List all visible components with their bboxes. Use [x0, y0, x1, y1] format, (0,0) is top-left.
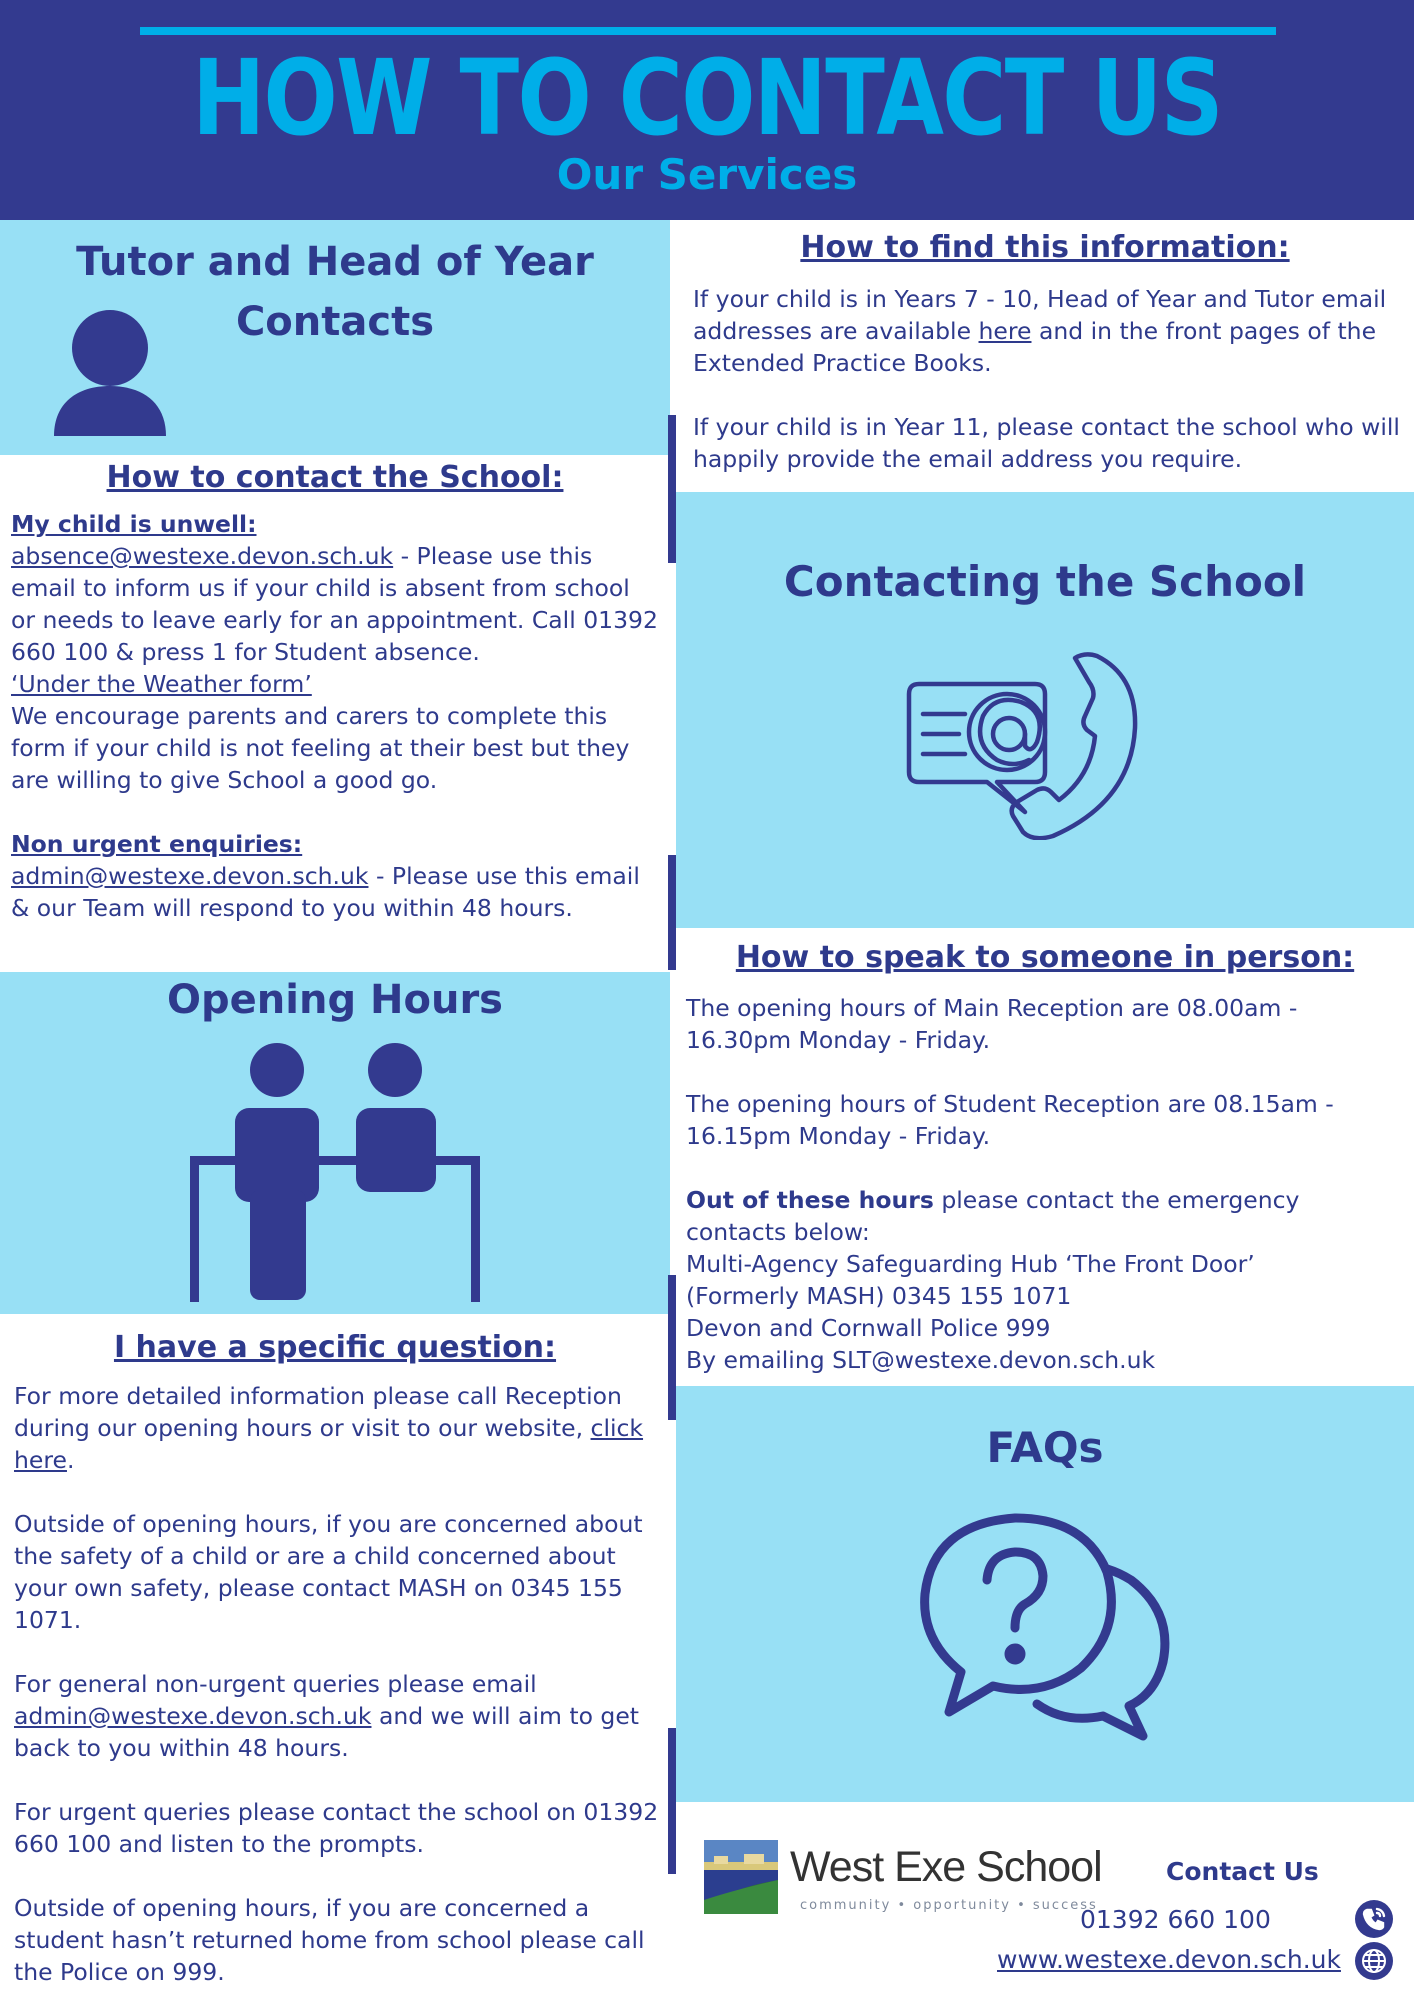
find-info-body: [693, 283, 1405, 475]
phone-icon[interactable]: [1355, 1900, 1393, 1938]
person-icon: [52, 308, 168, 438]
faq-title: FAQs: [986, 1423, 1104, 1472]
find-info-p2: If your child is in Year 11, please contact the school who will happily provide the email address you require.: [693, 413, 1400, 473]
specific-p1-end: .: [66, 1446, 75, 1474]
column-divider: [668, 415, 676, 563]
absence-email-link[interactable]: absence@westexe.devon.sch.uk: [11, 542, 394, 570]
weather-text: We encourage parents and carers to complete this form if your child is not feeling at their best but they are willing to give School a good go.: [11, 702, 630, 794]
admin-text: - Please use this email & our Team will respond to you within 48 hours.: [11, 862, 640, 922]
school-tagline: community • opportunity • success: [800, 1898, 1098, 1913]
specific-question-heading: I have a specific question:: [113, 1330, 557, 1365]
contact-school-body: [11, 508, 661, 924]
specific-p2: Outside of opening hours, if you are concerned about the safety of a child or are a child concerned about your own safety, please contact MASH on 0345 155 1071.: [14, 1510, 643, 1634]
globe-icon[interactable]: [1355, 1942, 1393, 1980]
specific-p4: For urgent queries please contact the school on 01392 660 100 and listen to the prompts.: [14, 1798, 659, 1858]
column-divider: [668, 855, 676, 970]
in-person-heading: How to speak to someone in person:: [735, 940, 1355, 975]
opening-hours-title: Opening Hours: [167, 977, 503, 1023]
specific-question-body: [14, 1380, 662, 1988]
find-info-p1-text: If your child is in Years 7 - 10, Head of Year and Tutor email addresses are available: [693, 285, 1387, 345]
specific-p3-end: and we will aim to get back to you within 48 hours.: [14, 1702, 640, 1762]
absence-text: - Please use this email to inform us if your child is absent from school or needs to leave early for an appointment. Call 01392 660 100 & press 1 for Student absence.: [11, 542, 658, 666]
emergency-line-2: (Formerly MASH) 0345 155 1071: [686, 1282, 1072, 1310]
in-person-p1: The opening hours of Main Reception are 08.00am - 16.30pm Monday - Friday.: [686, 994, 1298, 1054]
specific-p1-text: For more detailed information please call Reception during our opening hours or visit to our website,: [14, 1382, 622, 1442]
footer-website-link[interactable]: www.westexe.devon.sch.uk: [997, 1945, 1341, 1974]
emergency-line-3: Devon and Cornwall Police 999: [686, 1314, 1051, 1342]
in-person-p2: The opening hours of Student Reception are 08.15am - 16.15pm Monday - Friday.: [686, 1090, 1334, 1150]
column-divider: [668, 1728, 676, 1874]
here-link[interactable]: here: [978, 317, 1032, 345]
website-click-here-link[interactable]: click here: [14, 1414, 644, 1474]
specific-p5: Outside of opening hours, if you are concerned a student hasn’t returned home from school please call the Police on 999.: [14, 1894, 645, 1986]
in-person-p3: [686, 1184, 1406, 1248]
contact-school-heading: How to contact the School:: [106, 460, 564, 495]
specific-p1: [14, 1380, 662, 1476]
tutor-title-line1: Tutor and Head of Year: [76, 239, 594, 285]
header-accent-line: [140, 27, 1276, 35]
in-person-p3-bold: Out of these hours: [686, 1186, 934, 1214]
school-logo: [704, 1840, 778, 1914]
absence-paragraph: [11, 540, 661, 668]
find-info-p1: [693, 283, 1405, 379]
unwell-label: My child is unwell:: [11, 510, 257, 538]
in-person-p3-text: please contact the emergency contacts below:: [686, 1186, 1300, 1246]
specific-p3: [14, 1668, 662, 1764]
reception-desk-icon: [190, 1040, 480, 1302]
tutor-title-line2: Contacts: [235, 299, 435, 345]
specific-admin-email-link[interactable]: admin@westexe.devon.sch.uk: [14, 1702, 372, 1730]
page-subtitle: Our Services: [556, 150, 858, 199]
column-divider: [668, 1275, 676, 1420]
contact-us-label: Contact Us: [1166, 1857, 1319, 1886]
emergency-line-1: Multi-Agency Safeguarding Hub ‘The Front Door’: [686, 1250, 1255, 1278]
non-urgent-label: Non urgent enquiries:: [11, 830, 303, 858]
find-info-heading: How to find this information:: [800, 230, 1290, 265]
question-chat-icon: [915, 1510, 1185, 1750]
emergency-line-4: By emailing SLT@westexe.devon.sch.uk: [686, 1346, 1156, 1374]
weather-form-link[interactable]: ‘Under the Weather form’: [11, 670, 312, 698]
footer-phone: 01392 660 100: [1080, 1905, 1271, 1934]
admin-email-link[interactable]: admin@westexe.devon.sch.uk: [11, 862, 369, 890]
admin-paragraph: [11, 860, 661, 924]
email-phone-icon: [905, 650, 1163, 840]
specific-p3-text: For general non-urgent queries please email: [14, 1670, 537, 1698]
page-title: HOW TO CONTACT US: [192, 37, 1222, 159]
find-info-p1-end: and in the front pages of the Extended Practice Books.: [693, 317, 1377, 377]
school-name: West Exe School: [790, 1843, 1102, 1891]
in-person-body: [686, 992, 1406, 1376]
contacting-school-title: Contacting the School: [783, 557, 1307, 606]
